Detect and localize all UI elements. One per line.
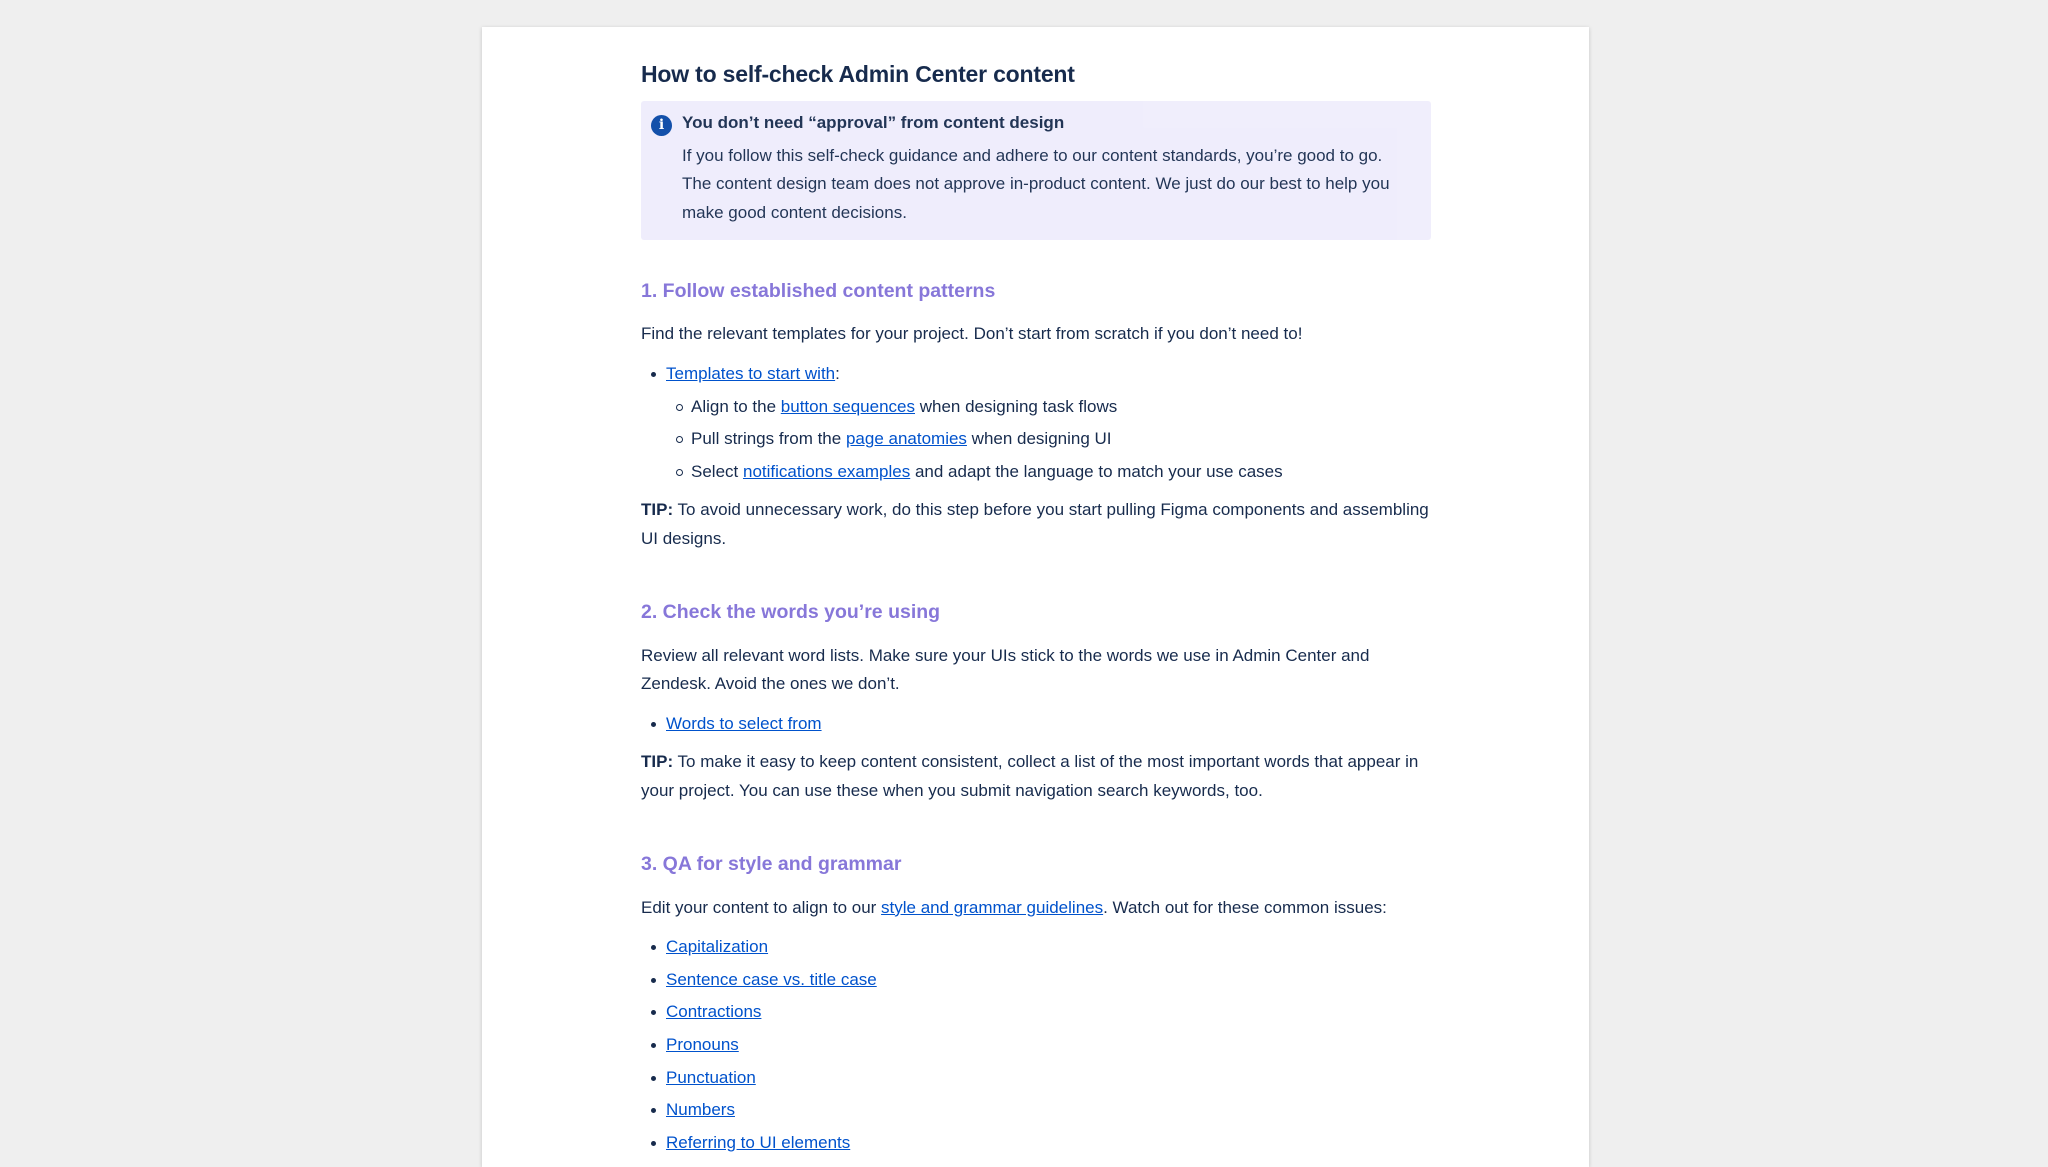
list-item-text: Select [691, 461, 743, 481]
list-item-text: Pull strings from the [691, 429, 846, 449]
contractions-link[interactable]: Contractions [666, 1002, 762, 1022]
list-item-text: when designing UI [966, 429, 1112, 449]
list-item-text: when designing task flows [915, 396, 1118, 416]
list-item [641, 1127, 1431, 1160]
info-panel-body: If you follow this self-check guidance and adhere to our content standards, you’re good to go. The content design team does not approve in-product content. We just do our best to help you make good content decisions. [682, 145, 1390, 222]
list-item [666, 423, 1431, 456]
section-2-tip [641, 748, 1431, 805]
list-item [666, 456, 1431, 489]
page-title: How to self-check Admin Center content [641, 61, 1075, 87]
list-item-text: Align to the [691, 396, 781, 416]
section-2-intro: Review all relevant word lists. Make sure your UIs stick to the words we use in Admin Center and Zendesk. Avoid the ones we don’t. [641, 645, 1370, 694]
section-1-heading: 1. Follow established content patterns [641, 280, 996, 303]
info-panel [641, 101, 1431, 241]
section-2-heading: 2. Check the words you’re using [641, 601, 941, 624]
tip-label: TIP: [641, 752, 674, 772]
list-item-text: and adapt the language to match your use cases [910, 461, 1283, 481]
section-3-list [641, 931, 1431, 1159]
capitalization-link[interactable]: Capitalization [666, 937, 769, 957]
punctuation-link[interactable]: Punctuation [666, 1067, 756, 1087]
words-to-select-link[interactable]: Words to select from [666, 713, 822, 733]
notifications-examples-link[interactable]: notifications examples [742, 461, 911, 481]
section-3-heading: 3. QA for style and grammar [641, 853, 902, 876]
referring-ui-elements-link[interactable]: Referring to UI elements [666, 1132, 851, 1152]
intro-text: Edit your content to align to our [641, 897, 882, 917]
tip-text: To make it easy to keep content consistent, collect a list of the most important words that appear in your project. You can use these when you submit navigation search keywords, too. [641, 752, 1419, 800]
section-1-tip [641, 496, 1431, 553]
button-sequences-link[interactable]: button sequences [780, 396, 915, 416]
list-item-suffix: : [835, 363, 840, 383]
section-1-intro: Find the relevant templates for your project. Don’t start from scratch if you don’t need to! [641, 324, 1303, 344]
templates-link[interactable]: Templates to start with [666, 363, 836, 383]
intro-text: . Watch out for these common issues: [1103, 897, 1387, 917]
list-item [641, 1062, 1431, 1095]
sentence-case-link[interactable]: Sentence case vs. title case [666, 969, 877, 989]
tip-text: To avoid unnecessary work, do this step before you start pulling Figma components and assembling UI designs. [641, 500, 1429, 548]
style-grammar-guidelines-link[interactable]: style and grammar guidelines [881, 897, 1104, 917]
document-page [482, 27, 1589, 1167]
list-item [641, 358, 1431, 488]
list-item [641, 931, 1431, 964]
tip-label: TIP: [641, 500, 674, 520]
list-item [641, 708, 1431, 741]
list-item [641, 964, 1431, 997]
section-1-list [641, 358, 1431, 488]
section-2-list [641, 708, 1431, 741]
templates-sublist [666, 391, 1431, 489]
info-panel-title: You don’t need “approval” from content design [682, 112, 1065, 132]
section-3-intro [641, 894, 1431, 923]
pronouns-link[interactable]: Pronouns [666, 1035, 739, 1055]
list-item [641, 1094, 1431, 1127]
list-item [641, 1029, 1431, 1062]
page-anatomies-link[interactable]: page anatomies [845, 429, 967, 449]
numbers-link[interactable]: Numbers [666, 1100, 735, 1120]
info-icon: i [651, 115, 672, 136]
document-content [641, 27, 1431, 1159]
list-item [666, 391, 1431, 424]
list-item [641, 996, 1431, 1029]
